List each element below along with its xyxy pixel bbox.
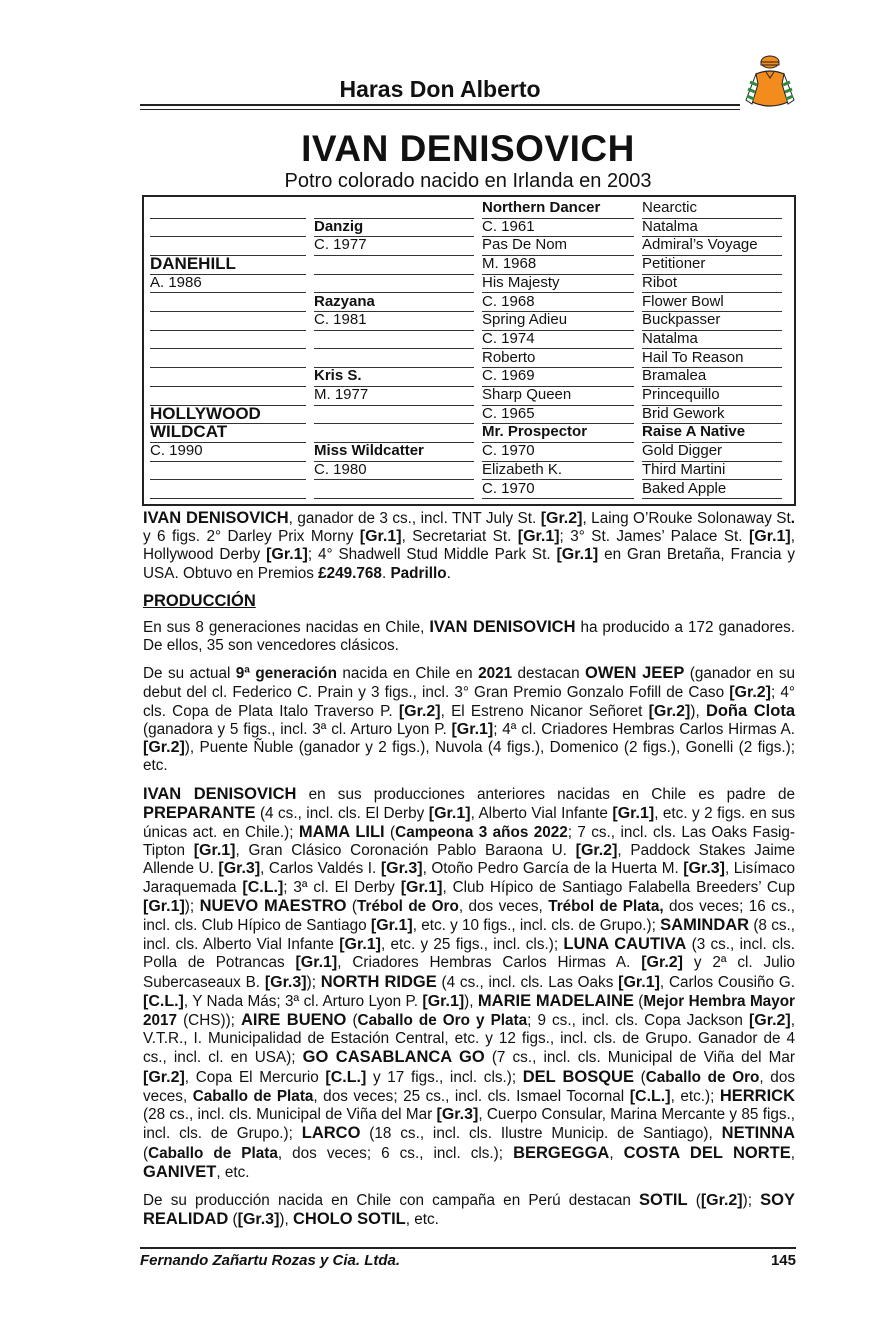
text-run: (4 cs., incl. cls. Las Oaks: [436, 973, 619, 991]
text-run: Padrillo: [390, 564, 447, 582]
pedigree-cell: Mr. Prospector: [482, 423, 634, 443]
text-run: [Gr.1]: [143, 897, 185, 915]
text-run: SOY REALIDAD: [143, 1190, 795, 1229]
text-run: , Carlos Cousiño G.: [659, 973, 795, 991]
text-run: [Gr.2]: [143, 739, 185, 757]
pedigree-cell: [150, 349, 306, 369]
text-run: IVAN DENISOVICH: [429, 618, 576, 637]
pedigree-cell: [314, 405, 474, 425]
pedigree-row: [150, 236, 790, 255]
text-run: [C.L.]: [325, 1068, 367, 1086]
peru-campaign-paragraph: [143, 1191, 795, 1229]
text-run: Caballo de Plata: [148, 1144, 278, 1162]
text-run: , Copa El Mercurio: [184, 1068, 326, 1086]
pedigree-cell: [150, 461, 306, 481]
pedigree-cell: Nearctic: [642, 199, 782, 219]
text-run: en Gran Bretaña, Francia y USA. Obtuvo en Premios: [143, 546, 795, 582]
text-run: Campeona 3 años 2022: [395, 824, 568, 842]
pedigree-row: [150, 480, 790, 499]
text-run: [Gr.1]: [400, 878, 443, 896]
text-run: [Gr.1]: [612, 804, 655, 822]
pedigree-cell: Bramalea: [642, 367, 782, 387]
text-run: ),: [464, 992, 478, 1010]
text-run: [Gr.2]: [540, 510, 583, 527]
text-run: (18 cs., incl. cls. Ilustre Municip. de Santiago),: [360, 1125, 722, 1143]
pedigree-cell: Natalma: [642, 218, 782, 238]
text-run: CHOLO SOTIL: [293, 1210, 406, 1229]
text-run: en sus producciones anteriores nacidas en Chile es padre de: [296, 785, 795, 803]
pedigree-cell: [150, 293, 306, 313]
text-run: , Cuerpo Consular, Marina Mercante y 85 figs., incl. cls. de Grupo.);: [143, 1106, 795, 1143]
text-run: , dos veces; 6 cs., incl. cls.);: [277, 1144, 514, 1162]
pedigree-cell: Flower Bowl: [642, 293, 782, 313]
text-run: GANIVET: [143, 1162, 217, 1181]
text-run: [Gr.1]: [339, 936, 381, 954]
pedigree-cell: C. 1970: [482, 442, 634, 462]
text-run: , etc. y 25 figs., incl. cls.);: [381, 936, 564, 954]
text-run: (CHS));: [177, 1012, 241, 1030]
pedigree-cell: Brid Gework: [642, 405, 782, 425]
text-run: [Gr.1]: [359, 528, 402, 546]
pedigree-cell: [314, 199, 474, 219]
pedigree-cell: C. 1970: [482, 480, 634, 500]
pedigree-cell: Miss Wildcatter: [314, 442, 474, 462]
text-run: [Gr.2]: [700, 1191, 743, 1209]
text-run: ; 4ª cl. Criadores Hembras Carlos Hirmas A.: [493, 721, 795, 739]
pedigree-row: [150, 311, 790, 330]
pedigree-row: [150, 461, 790, 480]
text-run: [C.L.]: [143, 992, 184, 1010]
pedigree-cell: C. 1969: [482, 367, 634, 387]
page-number: 145: [770, 1252, 796, 1269]
pedigree-cell: [314, 255, 474, 275]
text-run: y 17 figs., incl. cls.);: [366, 1068, 523, 1086]
pedigree-cell: Northern Dancer: [482, 199, 634, 219]
text-run: , dos veces,: [143, 1068, 795, 1105]
publisher-name: Fernando Zañartu Rozas y Cia. Ltda.: [140, 1252, 401, 1269]
text-run: (7 cs., incl. cls. Municipal de Viña del Mar: [484, 1049, 795, 1067]
text-run: [Gr.3]: [264, 973, 307, 991]
text-run: , etc.: [216, 1163, 250, 1181]
text-run: MAMA LILI: [298, 823, 385, 842]
text-run: , V.T.R., I. Municipalidad de Estación Central, etc. y 12 figs., incl. cls. de Grupo. Ganador de 4 cs., incl. cl. en USA);: [143, 1012, 795, 1067]
text-run: (ganadora y 5 figs., incl. 3ª cl. Arturo Lyon P.: [143, 721, 452, 739]
text-run: [Gr.1]: [748, 528, 791, 546]
pedigree-cell: [150, 480, 306, 500]
text-run: [Gr.1]: [618, 973, 660, 991]
pedigree-cell: Elizabeth K.: [482, 461, 634, 481]
text-run: , Laing O’Rouke Solonaway St: [582, 510, 791, 527]
pedigree-cell: C. 1974: [482, 330, 634, 350]
text-run: De su producción nacida en Chile con campaña en Perú destacan: [143, 1191, 640, 1209]
text-run: [Gr.2]: [575, 842, 618, 860]
pedigree-cell: C. 1980: [314, 461, 474, 481]
text-run: [Gr.2]: [143, 1068, 185, 1086]
text-run: (28 cs., incl. cls. Municipal de Viña del Mar: [143, 1106, 437, 1124]
pedigree-row: [150, 386, 790, 405]
text-run: [Gr.3]: [237, 1211, 280, 1229]
pedigree-row: [150, 255, 790, 274]
pedigree-cell: Gold Digger: [642, 442, 782, 462]
text-run: BERGEGGA: [513, 1143, 610, 1162]
pedigree-cell: Natalma: [642, 330, 782, 350]
text-run: [Gr.2]: [729, 683, 771, 701]
production-summary-paragraph: [143, 618, 795, 655]
text-run: ,: [609, 1144, 624, 1162]
text-run: NUEVO MAESTRO: [199, 896, 347, 915]
text-run: );: [306, 973, 321, 991]
text-run: [Gr.2]: [748, 1012, 791, 1030]
pedigree-cell: [150, 386, 306, 406]
pedigree-cell: C. 1965: [482, 405, 634, 425]
text-run: Caballo de Plata: [192, 1087, 314, 1105]
text-run: En sus 8 generaciones nacidas en Chile,: [143, 619, 430, 637]
pedigree-row: [150, 349, 790, 368]
text-run: PREPARANTE: [143, 803, 256, 822]
pedigree-row: [150, 330, 790, 349]
text-run: );: [184, 897, 200, 915]
text-run: , Gran Clásico Coronación Pablo Baraona U.: [235, 842, 576, 860]
stud-name: Haras Don Alberto: [339, 76, 541, 102]
text-run: ; 9 cs., incl. cls. Copa Jackson: [527, 1012, 749, 1030]
text-run: ; 4° cls. Copa de Plata Italo Traverso P.: [143, 683, 795, 720]
pedigree-cell: C. 1977: [314, 236, 474, 256]
text-run: Trébol de Plata,: [548, 897, 664, 915]
text-run: (: [346, 897, 358, 915]
pedigree-cell: Third Martini: [642, 461, 782, 481]
text-run: ha producido a 172 ganadores. De ellos, 35 son vencedores clásicos.: [143, 619, 796, 655]
racing-silks-icon: [742, 52, 798, 114]
text-run: [Gr.2]: [641, 954, 684, 972]
pedigree-cell: A. 1986: [150, 274, 306, 294]
pedigree-cell: [314, 274, 474, 294]
text-run: ),: [690, 702, 706, 720]
text-run: , Alberto Vial Infante: [470, 804, 613, 822]
text-run: , etc.: [405, 1211, 439, 1229]
text-run: MARIE MADELAINE: [477, 991, 634, 1010]
pedigree-row: [150, 199, 790, 218]
text-run: , Y Nada Más; 3ª cl. Arturo Lyon P.: [183, 992, 423, 1010]
text-run: (: [687, 1191, 701, 1209]
pedigree-cell: C. 1961: [482, 218, 634, 238]
pedigree-row: [150, 423, 790, 442]
text-run: , ganador de 3 cs., incl. TNT July St.: [288, 510, 541, 527]
text-run: LUNA CAUTIVA: [563, 935, 687, 954]
text-run: DEL BOSQUE: [522, 1067, 634, 1086]
pedigree-cell: WILDCAT: [150, 423, 306, 443]
pedigree-cell: [150, 311, 306, 331]
current-generation-paragraph: [143, 664, 795, 775]
text-run: (4 cs., incl. cls. El Derby: [255, 804, 429, 822]
text-run: , etc.);: [670, 1087, 720, 1105]
text-run: [C.L.]: [242, 878, 284, 896]
text-run: (: [384, 824, 396, 842]
pedigree-row: [150, 293, 790, 312]
text-run: [Gr.1]: [266, 546, 308, 564]
pedigree-cell: Roberto: [482, 349, 634, 369]
text-run: ; 7 cs., incl. cls. Las Oaks Fasig-Tipton: [143, 824, 795, 860]
text-run: GO CASABLANCA GO: [302, 1048, 485, 1067]
pedigree-cell: Hail To Reason: [642, 349, 782, 369]
text-run: Doña Clota: [705, 701, 795, 720]
pedigree-table: [142, 195, 796, 506]
text-run: [Gr.3]: [683, 860, 726, 878]
text-run: SAMINDAR: [660, 916, 750, 935]
text-run: , El Estreno Nicanor Señoret: [440, 702, 649, 720]
text-run: , etc. y 10 figs., incl. cls. de Grupo.);: [412, 917, 661, 935]
pedigree-cell: [314, 423, 474, 443]
pedigree-cell: [150, 218, 306, 238]
pedigree-cell: C. 1968: [482, 293, 634, 313]
pedigree-cell: Baked Apple: [642, 480, 782, 500]
pedigree-cell: Princequillo: [642, 386, 782, 406]
text-run: , Paddock Stakes Jaime Allende U.: [143, 842, 795, 878]
text-run: ; 3° St. James’ Palace St.: [559, 528, 749, 546]
text-run: ; 3ª cl. El Derby: [283, 878, 401, 896]
text-run: , Secretariat St.: [401, 528, 518, 546]
text-run: [Gr.1]: [422, 992, 465, 1010]
pedigree-cell: Admiral’s Voyage: [642, 236, 782, 256]
text-run: COSTA DEL NORTE: [623, 1143, 791, 1162]
pedigree-cell: M. 1968: [482, 255, 634, 275]
text-run: ,: [790, 1144, 795, 1162]
racing-record-paragraph: [143, 509, 795, 583]
footer-rule: [140, 1247, 796, 1249]
text-run: , Carlos Valdés I.: [260, 860, 381, 878]
pedigree-row: [150, 274, 790, 293]
text-run: [Gr.1]: [451, 721, 494, 739]
text-run: (: [228, 1211, 238, 1229]
text-run: NORTH RIDGE: [320, 972, 437, 991]
horse-name: IVAN DENISOVICH: [301, 128, 635, 169]
pedigree-cell: Sharp Queen: [482, 386, 634, 406]
pedigree-row: [150, 442, 790, 461]
text-run: Caballo de Oro: [645, 1068, 760, 1086]
pedigree-cell: His Majesty: [482, 274, 634, 294]
pedigree-cell: Pas De Nom: [482, 236, 634, 256]
text-run: , dos veces; 25 cs., incl. cls. Ismael Tocornal: [313, 1087, 630, 1105]
text-run: [Gr.3]: [218, 860, 261, 878]
text-run: OWEN JEEP: [585, 664, 685, 683]
pedigree-cell: DANEHILL: [150, 255, 306, 275]
section-heading: PRODUCCIÓN: [143, 591, 256, 610]
text-run: , Lisímaco Jaraquemada: [143, 860, 795, 896]
text-run: (8 cs., incl. cls. Alberto Vial Infante: [143, 917, 795, 954]
text-run: AIRE BUENO: [240, 1011, 347, 1030]
pedigree-cell: Spring Adieu: [482, 311, 634, 331]
text-run: destacan: [512, 665, 586, 683]
pedigree-cell: Danzig: [314, 218, 474, 238]
text-run: [Gr.1]: [517, 528, 560, 546]
text-run: dos veces; 16 cs., incl. cls. Club Hípico de Santiago: [143, 897, 795, 935]
body-text: [143, 509, 795, 1238]
text-run: (3 cs., incl. cls. Polla de Potrancas: [143, 936, 795, 972]
header-rule: [140, 104, 740, 106]
pedigree-cell: [314, 330, 474, 350]
text-run: [Gr.1]: [428, 804, 471, 822]
text-run: , dos veces,: [458, 897, 549, 915]
pedigree-cell: M. 1977: [314, 386, 474, 406]
text-run: LARCO: [301, 1124, 361, 1143]
text-run: [Gr.3]: [436, 1106, 479, 1124]
text-run: [Gr.3]: [380, 860, 423, 878]
pedigree-cell: Buckpasser: [642, 311, 782, 331]
text-run: NETINNA: [721, 1124, 795, 1143]
pedigree-cell: HOLLYWOOD: [150, 405, 306, 425]
text-run: SOTIL: [639, 1190, 688, 1209]
pedigree-cell: [150, 330, 306, 350]
text-run: [C.L.]: [629, 1087, 671, 1105]
pedigree-cell: C. 1981: [314, 311, 474, 331]
pedigree-cell: Petitioner: [642, 255, 782, 275]
pedigree-cell: Raise A Native: [642, 423, 782, 443]
pedigree-cell: [150, 236, 306, 256]
text-run: IVAN DENISOVICH: [143, 509, 289, 527]
text-run: .: [790, 510, 795, 527]
text-run: (: [346, 1012, 358, 1030]
text-run: [Gr.1]: [370, 917, 413, 935]
header-rule-thin: [140, 109, 740, 110]
text-run: , Hollywood Derby: [143, 528, 796, 564]
text-run: .: [381, 564, 391, 582]
text-run: [Gr.1]: [193, 842, 236, 860]
text-run: 9ª generación: [235, 665, 337, 683]
text-run: y 2ª cl. Julio Subercaseaux B.: [143, 954, 795, 991]
pedigree-cell: [150, 199, 306, 219]
text-run: .: [446, 564, 451, 582]
text-run: [Gr.2]: [648, 702, 691, 720]
text-run: HERRICK: [719, 1086, 796, 1105]
text-run: (: [633, 992, 644, 1010]
text-run: , Otoño Pedro García de la Huerta M.: [422, 860, 684, 878]
text-run: (ganador en su debut del cl. Federico C. Prain y 3 figs., incl. 3° Gran Premio Gonzalo Fofill de Caso: [143, 665, 795, 701]
text-run: ), Puente Ñuble (ganador y 2 figs.), Nuvola (4 figs.), Domenico (2 figs.), Gonelli (2 figs.); etc.: [143, 739, 795, 775]
pedigree-row: [150, 367, 790, 386]
text-run: Trébol de Oro: [357, 897, 459, 915]
pedigree-cell: [314, 480, 474, 500]
text-run: ; 4° Shadwell Stud Middle Park St.: [307, 546, 557, 564]
pedigree-row: [150, 218, 790, 237]
previous-production-paragraph: [143, 785, 795, 1182]
pedigree-cell: Razyana: [314, 293, 474, 313]
text-run: , Criadores Hembras Carlos Hirmas A.: [337, 954, 642, 972]
pedigree-cell: [314, 349, 474, 369]
text-run: [Gr.1]: [556, 546, 599, 564]
pedigree-cell: C. 1990: [150, 442, 306, 462]
pedigree-cell: [150, 367, 306, 387]
text-run: y 6 figs. 2° Darley Prix Morny: [143, 528, 360, 546]
pedigree-cell: Kris S.: [314, 367, 474, 387]
text-run: [Gr.1]: [295, 954, 338, 972]
text-run: Mejor Hembra Mayor 2017: [143, 992, 795, 1030]
text-run: £249.768: [318, 564, 382, 582]
text-run: (: [143, 1144, 149, 1162]
text-run: );: [742, 1191, 761, 1209]
text-run: [Gr.2]: [398, 702, 441, 720]
horse-subtitle: Potro colorado nacido en Irlanda en 2003: [284, 170, 652, 192]
pedigree-row: [150, 405, 790, 424]
text-run: Caballo de Oro y Plata: [357, 1012, 528, 1030]
text-run: (: [633, 1068, 646, 1086]
text-run: De su actual: [143, 665, 236, 683]
text-run: ),: [279, 1211, 294, 1229]
text-run: 2021: [478, 665, 513, 683]
pedigree-cell: Ribot: [642, 274, 782, 294]
text-run: IVAN DENISOVICH: [143, 784, 297, 803]
text-run: , Club Hípico de Santiago Falabella Breeders’ Cup: [442, 878, 795, 896]
text-run: nacida en Chile en: [337, 665, 479, 683]
text-run: , etc. y 2 figs. en sus únicas act. en Chile.);: [143, 804, 796, 842]
